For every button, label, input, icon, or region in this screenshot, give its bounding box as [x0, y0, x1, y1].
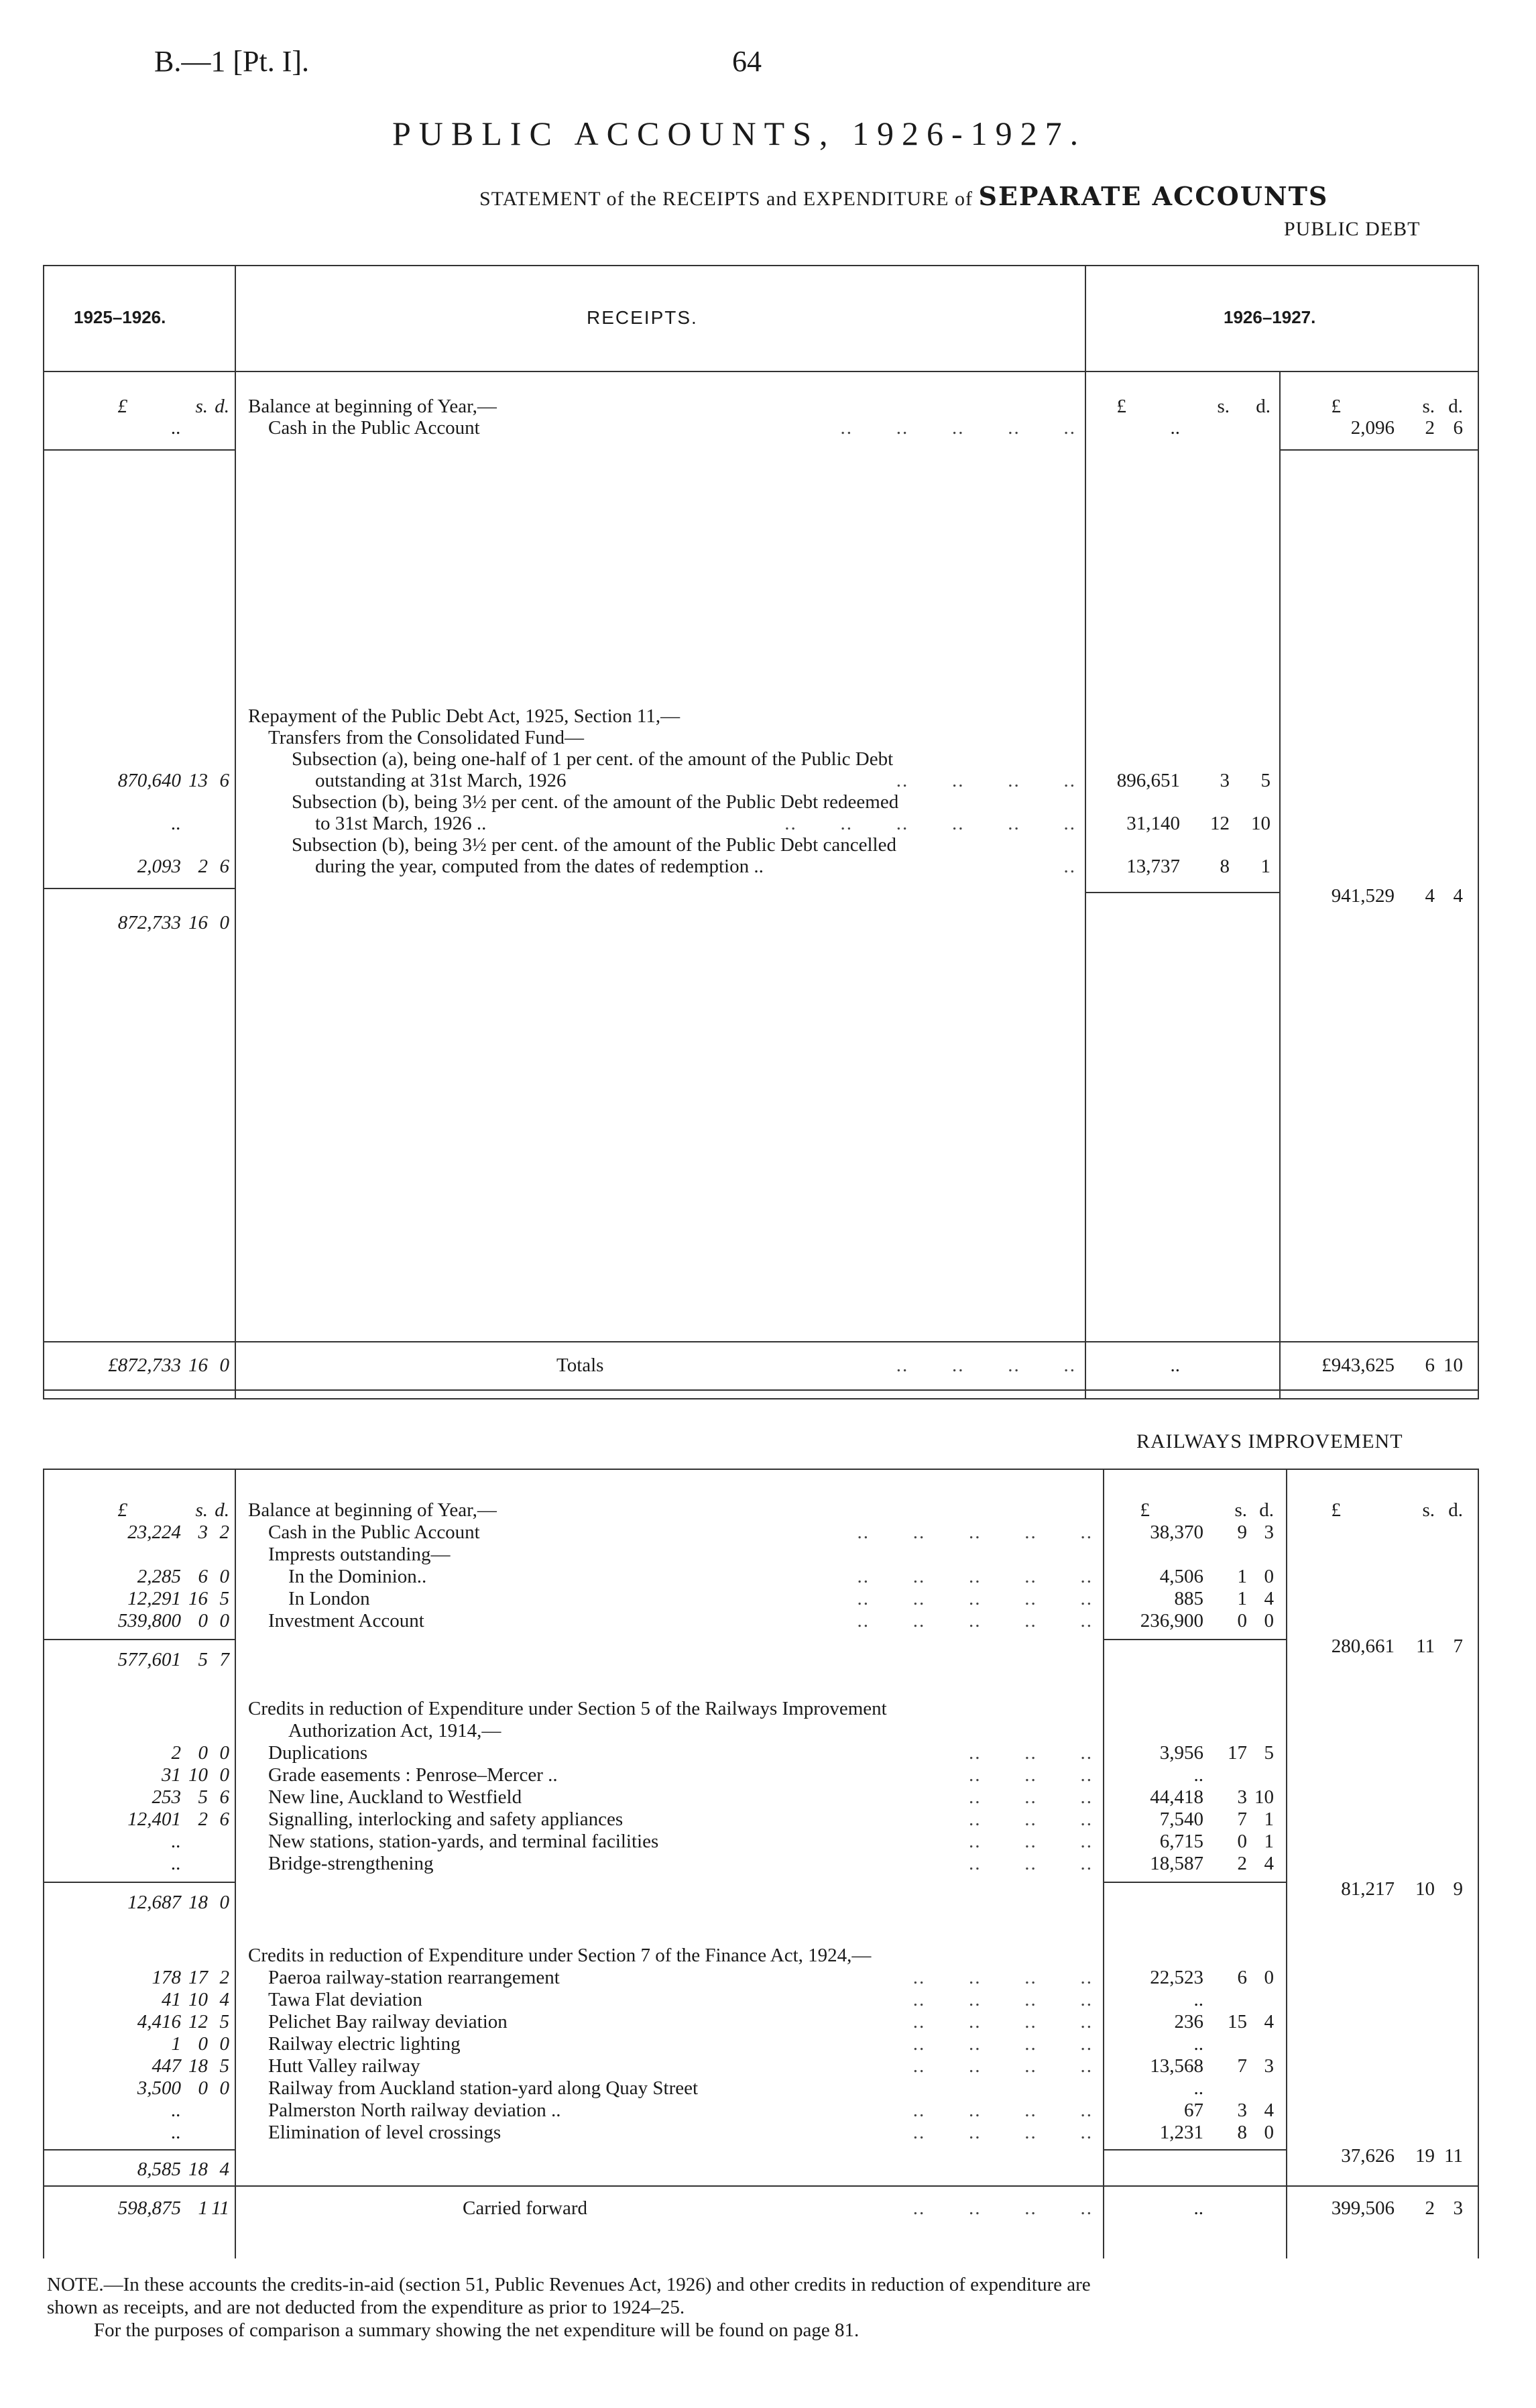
cash-curr-shillings: 2 [1425, 417, 1435, 439]
leader-dots: .. .. .. .. [896, 1355, 1076, 1376]
sub-a-line2: outstanding at 31st March, 1926 [315, 770, 567, 791]
sub-b1-mid-pounds: 31,140 [1126, 813, 1180, 834]
balance-row-mid-pounds: 38,370 [1150, 1522, 1203, 1543]
sub-b1-mid-pence: 10 [1251, 813, 1271, 834]
s5-row-mid-pence: 1 [1264, 1809, 1274, 1830]
s7-row-label: Elimination of level crossings [268, 2122, 501, 2143]
leader-dots: .. .. .. .. [912, 2011, 1093, 2032]
rule [1103, 1639, 1286, 1640]
balance-sub-prev-shillings: 5 [198, 1649, 208, 1670]
s7-row-mid-pence: 3 [1264, 2055, 1274, 2077]
cash-label: Cash in the Public Account [268, 417, 480, 439]
balance-row-mid-pounds: 4,506 [1159, 1566, 1203, 1587]
currency-shilling: s. [1422, 1499, 1435, 1521]
s7-row-prev-pounds: 41 [162, 1989, 181, 2010]
s7-row-mid-shillings: 3 [1237, 2100, 1247, 2121]
s7-row-mid-pounds: 236 [1174, 2011, 1203, 2032]
currency-pence: d. [215, 1499, 229, 1521]
s7-sub-prev-pounds: 8,585 [137, 2159, 181, 2180]
s5-row-prev-shillings: 0 [198, 1742, 208, 1764]
currency-pence: d. [1448, 396, 1463, 417]
balance-row-prev-shillings: 16 [188, 1588, 208, 1609]
s5-row-mid-pounds: 6,715 [1159, 1831, 1203, 1852]
balance-row-mid-pounds: 236,900 [1140, 1610, 1203, 1631]
sub-b2-line2: during the year, computed from the dates of redemption .. [315, 856, 764, 877]
currency-shilling: s. [195, 1499, 208, 1521]
note-line-1: NOTE.—In these accounts the credits-in-aid (section 51, Public Revenues Act, 1926) and other credits in reduction of expenditure are [47, 2274, 1091, 2295]
transfers-label: Transfers from the Consolidated Fund— [268, 727, 584, 748]
statement-heading [479, 181, 1328, 211]
carried-forward-label: Carried forward [463, 2197, 587, 2219]
leader-dots: .. .. .. [969, 1809, 1093, 1830]
rule [43, 2185, 1478, 2187]
rule [43, 449, 235, 451]
s5-row-prev-pounds: 12,401 [127, 1809, 181, 1830]
carried-curr-pounds: 399,506 [1331, 2197, 1395, 2219]
page-number: 64 [732, 45, 762, 78]
balance-sub-curr-shillings: 11 [1416, 1636, 1435, 1657]
s7-row-mid-shillings: 7 [1237, 2055, 1247, 2077]
s7-row-mid-pounds: 67 [1184, 2100, 1203, 2121]
s5-row-mid-shillings: 0 [1237, 1831, 1247, 1852]
s7-row-label: Palmerston North railway deviation .. [268, 2100, 561, 2121]
s7-row-mid-pence: 0 [1264, 2122, 1274, 2143]
s7-sub-curr-pence: 11 [1444, 2145, 1463, 2167]
s5-row-label: New line, Auckland to Westfield [268, 1786, 522, 1808]
subtotal-curr-pounds: 941,529 [1331, 885, 1395, 907]
s7-row-prev-pounds: 1 [171, 2033, 181, 2055]
s5-row-prev: .. [171, 1853, 181, 1874]
leader-dots: .. .. .. .. [912, 1967, 1093, 1988]
balance-row-label: Imprests outstanding— [268, 1544, 451, 1565]
balance-row-prev-shillings: 0 [198, 1610, 208, 1631]
balance-row-prev-pence: 5 [219, 1588, 229, 1609]
balance-row-mid-shillings: 1 [1237, 1566, 1247, 1587]
currency-pence: d. [215, 396, 229, 417]
s5-row-mid: .. [1193, 1764, 1203, 1786]
sub-b1-line1: Subsection (b), being 3½ per cent. of the amount of the Public Debt redeemed [292, 791, 899, 813]
balance-row-mid-shillings: 0 [1237, 1610, 1247, 1631]
s5-row-prev-pounds: 2 [171, 1742, 181, 1764]
balance-row-mid-pence: 4 [1264, 1588, 1274, 1609]
subtotal-curr-shillings: 4 [1425, 885, 1435, 907]
s7-row-prev-pence: 0 [219, 2033, 229, 2055]
balance-row-prev-shillings: 3 [198, 1522, 208, 1543]
s7-row-mid: .. [1193, 1989, 1203, 2010]
s5-row-label: Bridge-strengthening [268, 1853, 434, 1874]
s5-row-prev-pence: 6 [219, 1786, 229, 1808]
sub-b2-mid-pounds: 13,737 [1126, 856, 1180, 877]
leader-dots: .. .. .. .. [912, 2055, 1093, 2077]
carried-prev-shillings: 1 [198, 2197, 208, 2219]
section-title-public-debt: PUBLIC DEBT [1284, 218, 1421, 240]
s7-row-label: Hutt Valley railway [268, 2055, 420, 2077]
balance-sub-curr-pence: 7 [1453, 1636, 1463, 1657]
balance-row-mid-pence: 3 [1264, 1522, 1274, 1543]
s7-row-mid: .. [1193, 2077, 1203, 2099]
s5-row-label: New stations, station-yards, and terminal facilities [268, 1831, 659, 1852]
s5-row-mid-pence: 1 [1264, 1831, 1274, 1852]
s7-row-prev-pence: 5 [219, 2055, 229, 2077]
rule [43, 2149, 235, 2151]
balance-row-prev-pounds: 12,291 [127, 1588, 181, 1609]
s5-row-mid-shillings: 2 [1237, 1853, 1247, 1874]
currency-pound: £ [117, 1499, 127, 1521]
s7-row-prev-shillings: 18 [188, 2055, 208, 2077]
currency-pound: £ [1331, 396, 1341, 417]
carried-prev-pence: 11 [211, 2197, 229, 2219]
carried-prev-pounds: 598,875 [117, 2197, 181, 2219]
sub-b1-mid-shillings: 12 [1210, 813, 1230, 834]
cash-curr-pounds: 2,096 [1350, 417, 1395, 439]
s7-row-prev: .. [171, 2100, 181, 2121]
s5-row-mid-pounds: 44,418 [1150, 1786, 1203, 1808]
s7-row-prev-shillings: 0 [198, 2077, 208, 2099]
carried-curr-pence: 3 [1453, 2197, 1463, 2219]
s7-row-mid-pounds: 1,231 [1159, 2122, 1203, 2143]
currency-pence: d. [1448, 1499, 1463, 1521]
sub-a-prev-shillings: 13 [188, 770, 208, 791]
balance-row-mid-pence: 0 [1264, 1566, 1274, 1587]
s7-sub-curr-shillings: 19 [1415, 2145, 1435, 2167]
totals-prev-shillings: 16 [188, 1355, 208, 1376]
balance-row-prev-pence: 2 [219, 1522, 229, 1543]
s5-row-prev-pounds: 253 [152, 1786, 181, 1808]
balance-row-prev-pounds: 2,285 [137, 1566, 181, 1587]
currency-pound: £ [1331, 1499, 1341, 1521]
s5-row-mid-pounds: 18,587 [1150, 1853, 1203, 1874]
sub-a-mid-pence: 5 [1260, 770, 1271, 791]
s5-sub-prev-pounds: 12,687 [127, 1892, 181, 1913]
leader-dots: .. .. .. [969, 1742, 1093, 1764]
s5-row-prev-shillings: 2 [198, 1809, 208, 1830]
s5-sub-prev-shillings: 18 [188, 1892, 208, 1913]
balance-row-label: In London [288, 1588, 370, 1609]
s5-row-prev: .. [171, 1831, 181, 1852]
leader-dots: .. .. .. [969, 1831, 1093, 1852]
s7-row-mid-pence: 4 [1264, 2100, 1274, 2121]
s7-row-prev-pence: 2 [219, 1967, 229, 1988]
leader-dots: .. .. .. .. [912, 1989, 1093, 2010]
s5-row-label: Duplications [268, 1742, 368, 1764]
balance-row-prev-pounds: 23,224 [127, 1522, 181, 1543]
subtotal-prev-shillings: 16 [188, 912, 208, 933]
rule [43, 1639, 235, 1640]
s5-row-mid-pence: 5 [1264, 1742, 1274, 1764]
s7-sub-curr-pounds: 37,626 [1341, 2145, 1395, 2167]
leader-dots: .. .. .. [969, 1853, 1093, 1874]
balance-row-mid-pounds: 885 [1174, 1588, 1203, 1609]
totals-prev-pounds: £872,733 [108, 1355, 181, 1376]
currency-pound: £ [117, 396, 127, 417]
s5-row-mid-shillings: 7 [1237, 1809, 1247, 1830]
balance-row-prev-pence: 0 [219, 1610, 229, 1631]
leader-dots: .. .. .. .. .. [857, 1588, 1093, 1609]
totals-label: Totals [556, 1355, 604, 1376]
s7-row-label: Paeroa railway-station rearrangement [268, 1967, 560, 1988]
s5-row-label: Grade easements : Penrose–Mercer .. [268, 1764, 558, 1786]
leader-dots: .. .. .. .. [912, 2033, 1093, 2055]
s7-heading: Credits in reduction of Expenditure under Section 7 of the Finance Act, 1924,— [248, 1945, 872, 1966]
sub-b2-prev-pounds: 2,093 [137, 856, 181, 877]
s5-row-prev-shillings: 5 [198, 1786, 208, 1808]
s7-row-mid-pounds: 22,523 [1150, 1967, 1203, 1988]
sub-a-prev-pounds: 870,640 [117, 770, 181, 791]
s7-row-mid-shillings: 8 [1237, 2122, 1247, 2143]
page-title: PUBLIC ACCOUNTS, 1926-1927. [392, 115, 1087, 152]
col-header-1926-1927: 1926–1927. [1224, 307, 1316, 327]
col-header-1925-1926: 1925–1926. [74, 307, 166, 327]
s7-row-prev: .. [171, 2122, 181, 2143]
balance-sub-curr-pounds: 280,661 [1331, 1636, 1395, 1657]
s7-row-prev-pounds: 4,416 [137, 2011, 181, 2032]
s7-row-mid-pounds: 13,568 [1150, 2055, 1203, 2077]
totals-curr-shillings: 6 [1425, 1355, 1435, 1376]
currency-shilling: s. [195, 396, 208, 417]
s7-row-prev-pounds: 447 [152, 2055, 181, 2077]
balance-row-label: Cash in the Public Account [268, 1522, 480, 1543]
cash-prev: .. [171, 417, 181, 439]
balance-row-mid-shillings: 1 [1237, 1588, 1247, 1609]
section-title-railways-improvement: RAILWAYS IMPROVEMENT [1136, 1430, 1403, 1452]
leader-dots: .. .. .. [969, 1764, 1093, 1786]
sub-a-mid-pounds: 896,651 [1116, 770, 1180, 791]
s5-sub-curr-pence: 9 [1453, 1878, 1463, 1900]
s7-row-mid: .. [1193, 2033, 1203, 2055]
balance-sub-prev-pence: 7 [219, 1649, 229, 1670]
s5-row-mid-shillings: 3 [1237, 1786, 1247, 1808]
currency-shilling: s. [1422, 396, 1435, 417]
s5-sub-curr-shillings: 10 [1415, 1878, 1435, 1900]
repay-heading: Repayment of the Public Debt Act, 1925, Section 11,— [248, 705, 681, 727]
balance-row-prev-shillings: 6 [198, 1566, 208, 1587]
rule [1279, 449, 1478, 451]
s5-heading-line2: Authorization Act, 1914,— [288, 1720, 501, 1741]
s5-row-prev-shillings: 10 [188, 1764, 208, 1786]
sub-a-line1: Subsection (a), being one-half of 1 per cent. of the amount of the Public Debt [292, 748, 894, 770]
balance-label: Balance at beginning of Year,— [248, 396, 497, 417]
s7-row-prev-shillings: 12 [188, 2011, 208, 2032]
sub-b1-line2: to 31st March, 1926 .. [315, 813, 487, 834]
leader-dots: .. .. .. .. [912, 2100, 1093, 2121]
balance-row-prev-pounds: 539,800 [117, 1610, 181, 1631]
sub-b2-prev-shillings: 2 [198, 856, 208, 877]
s5-row-prev-pence: 0 [219, 1742, 229, 1764]
s7-row-prev-pounds: 178 [152, 1967, 181, 1988]
s7-row-prev-shillings: 10 [188, 1989, 208, 2010]
s5-row-prev-pounds: 31 [162, 1764, 181, 1786]
s7-row-prev-shillings: 0 [198, 2033, 208, 2055]
s5-row-mid-pounds: 3,956 [1159, 1742, 1203, 1764]
sub-a-prev-pence: 6 [219, 770, 229, 791]
balance-label: Balance at beginning of Year,— [248, 1499, 497, 1521]
s5-row-mid-shillings: 17 [1228, 1742, 1247, 1764]
leader-dots: .. .. .. .. [912, 2122, 1093, 2143]
currency-shilling: s. [1217, 396, 1230, 417]
s7-sub-prev-pence: 4 [219, 2159, 229, 2180]
s7-row-prev-pence: 5 [219, 2011, 229, 2032]
s5-row-mid-pence: 10 [1254, 1786, 1274, 1808]
currency-shilling: s. [1234, 1499, 1247, 1521]
totals-curr-pence: 10 [1443, 1355, 1463, 1376]
totals-prev-pence: 0 [219, 1355, 229, 1376]
rule [1103, 2149, 1286, 2151]
note-line-2: shown as receipts, and are not deducted from the expenditure as prior to 1924–25. [47, 2297, 685, 2318]
leader-dots: .. [1063, 856, 1076, 877]
sub-b2-mid-pence: 1 [1260, 856, 1271, 877]
leader-dots: .. .. .. .. .. [857, 1610, 1093, 1631]
balance-row-mid-pence: 0 [1264, 1610, 1274, 1631]
totals-mid: .. [1170, 1355, 1180, 1376]
s5-row-prev-pence: 6 [219, 1809, 229, 1830]
s7-sub-prev-shillings: 18 [188, 2159, 208, 2180]
rule [43, 1882, 235, 1883]
s7-row-prev-pence: 0 [219, 2077, 229, 2099]
currency-pence: d. [1259, 1499, 1274, 1521]
s5-row-mid-pence: 4 [1264, 1853, 1274, 1874]
s7-row-label: Pelichet Bay railway deviation [268, 2011, 508, 2032]
sub-b1-prev: .. [171, 813, 181, 834]
s7-row-mid-shillings: 6 [1237, 1967, 1247, 1988]
subtotal-prev-pence: 0 [219, 912, 229, 933]
statement-prefix: STATEMENT of the RECEIPTS and EXPENDITURE of [479, 188, 973, 210]
leader-dots: .. .. .. .. .. [857, 1522, 1093, 1543]
s5-row-mid-pounds: 7,540 [1159, 1809, 1203, 1830]
leader-dots: .. .. .. .. .. .. [784, 813, 1076, 834]
totals-curr-pounds: £943,625 [1321, 1355, 1395, 1376]
statement-bold-title: SEPARATE ACCOUNTS [978, 181, 1329, 211]
carried-mid: .. [1193, 2197, 1203, 2219]
balance-row-prev-pence: 0 [219, 1566, 229, 1587]
sub-a-mid-shillings: 3 [1220, 770, 1230, 791]
rule [1103, 1882, 1286, 1883]
s5-row-label: Signalling, interlocking and safety appliances [268, 1809, 624, 1830]
s7-row-prev-pence: 4 [219, 1989, 229, 2010]
sub-b2-mid-shillings: 8 [1220, 856, 1230, 877]
s5-heading-line1: Credits in reduction of Expenditure under Section 5 of the Railways Improvement [248, 1698, 887, 1719]
leader-dots: .. .. .. .. .. [840, 417, 1076, 439]
rule [43, 888, 235, 889]
subtotal-prev-pounds: 872,733 [117, 912, 181, 933]
s7-row-prev-shillings: 17 [188, 1967, 208, 1988]
s7-row-label: Railway electric lighting [268, 2033, 461, 2055]
balance-row-mid-shillings: 9 [1237, 1522, 1247, 1543]
s5-row-prev-pence: 0 [219, 1764, 229, 1786]
col-header-receipts: RECEIPTS. [587, 307, 698, 328]
s7-row-prev-pounds: 3,500 [137, 2077, 181, 2099]
currency-pence: d. [1256, 396, 1271, 417]
cash-mid: .. [1170, 417, 1180, 439]
subtotal-curr-pence: 4 [1453, 885, 1463, 907]
carried-curr-shillings: 2 [1425, 2197, 1435, 2219]
s7-row-label: Railway from Auckland station-yard along Quay Street [268, 2077, 699, 2099]
leader-dots: .. .. .. .. [912, 2197, 1093, 2219]
balance-row-label: Investment Account [268, 1610, 424, 1631]
leader-dots: .. .. .. [969, 1786, 1093, 1808]
s7-row-mid-pence: 4 [1264, 2011, 1274, 2032]
s5-sub-curr-pounds: 81,217 [1341, 1878, 1395, 1900]
balance-row-label: In the Dominion.. [288, 1566, 427, 1587]
s7-row-label: Tawa Flat deviation [268, 1989, 422, 2010]
s7-row-mid-shillings: 15 [1228, 2011, 1247, 2032]
s7-row-mid-pence: 0 [1264, 1967, 1274, 1988]
sub-b2-line1: Subsection (b), being 3½ per cent. of the amount of the Public Debt cancelled [292, 834, 896, 856]
note-line-3: For the purposes of comparison a summary showing the net expenditure will be found on page 81. [94, 2319, 860, 2341]
rule [1085, 892, 1279, 893]
cash-curr-pence: 6 [1453, 417, 1463, 439]
document-reference: B.—1 [Pt. I]. [154, 45, 309, 78]
currency-pound: £ [1140, 1499, 1150, 1521]
currency-pound: £ [1116, 396, 1126, 417]
leader-dots: .. .. .. .. .. [857, 1566, 1093, 1587]
leader-dots: .. .. .. .. [896, 770, 1076, 791]
sub-b2-prev-pence: 6 [219, 856, 229, 877]
s5-sub-prev-pence: 0 [219, 1892, 229, 1913]
balance-sub-prev-pounds: 577,601 [117, 1649, 181, 1670]
